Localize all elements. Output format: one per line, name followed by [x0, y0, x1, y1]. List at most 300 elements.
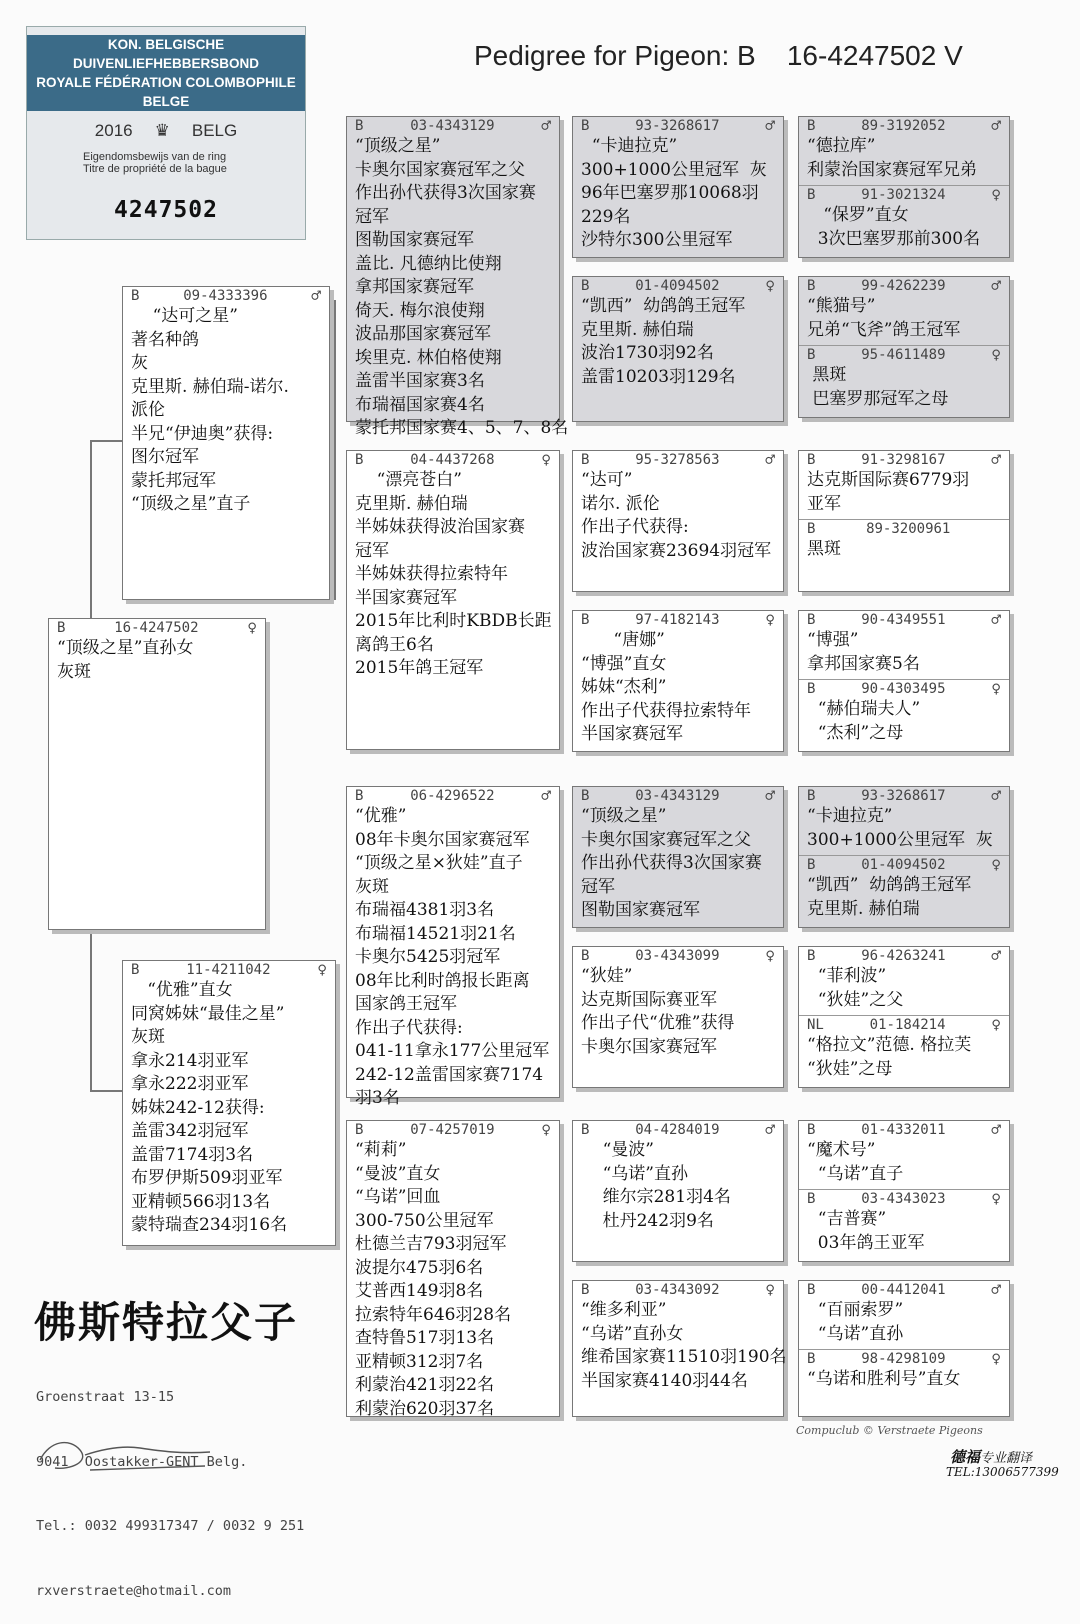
card-line: “狄娃”之母 — [807, 1058, 893, 1079]
country-code: B — [807, 278, 816, 294]
sex-symbol: ♂ — [765, 786, 775, 805]
sex-symbol: ♂ — [991, 1280, 1001, 1299]
card-header — [799, 1121, 1009, 1139]
card-line: 拿永222羽亚军 — [131, 1074, 249, 1094]
connector — [334, 300, 336, 600]
card-line: 波治1730羽92名 — [581, 343, 714, 363]
country-code: B — [131, 288, 140, 304]
ring-number: 16-4247502 — [114, 620, 199, 636]
ring-number: 04-4284019 — [635, 1122, 720, 1138]
card-line: 姊妹242-12获得: — [131, 1097, 265, 1118]
card-header — [799, 787, 1009, 805]
card-header — [123, 287, 329, 305]
country-code: B — [581, 612, 590, 628]
ring-number: 07-4257019 — [410, 1122, 495, 1138]
ancestor-dam — [799, 185, 1009, 251]
sss-card — [572, 116, 784, 258]
country-code: B — [131, 962, 140, 978]
ring-number: 01-4094502 — [861, 857, 946, 873]
page-title: Pedigree for Pigeon: B 16-4247502 V — [474, 40, 963, 71]
card-line: 03年鸽王亚军 — [807, 1232, 925, 1253]
country-code: B — [355, 118, 364, 134]
dam-card — [122, 960, 336, 1246]
ring-certificate — [26, 26, 306, 240]
card-line: 克里斯. 赫伯瑞 — [355, 493, 468, 514]
country-code: B — [355, 788, 364, 804]
connector — [90, 928, 92, 1090]
dsd-card — [572, 946, 784, 1088]
ring-number: 93-3268617 — [635, 118, 720, 134]
sex-symbol: ♂ — [991, 116, 1001, 135]
card-line: 波品那国家赛冠军 — [355, 324, 491, 344]
card-line: 卡奥尔国家赛冠军之父 — [355, 159, 525, 180]
card-line: 冠军 — [355, 206, 389, 227]
sex-symbol: ♂ — [541, 786, 551, 805]
card-line: 克里斯. 赫伯瑞 — [807, 898, 920, 919]
ring-number: 97-4182143 — [635, 612, 720, 628]
translator-line — [950, 1446, 1032, 1467]
ring-number: 06-4296522 — [410, 788, 495, 804]
card-line: 利蒙治国家赛冠军兄弟 — [807, 159, 977, 180]
ancestor-dam — [799, 519, 1009, 562]
ring-number: 91-3298167 — [861, 452, 946, 468]
card-line: 作出孙代获得3次国家赛 — [581, 853, 762, 873]
card-header — [347, 1121, 559, 1139]
card-line: 达克斯国际赛6779羽 — [807, 470, 970, 490]
ring-number: 03-4343099 — [635, 948, 720, 964]
sex-symbol: ♀ — [991, 1349, 1001, 1368]
card-line: 诺尔. 派伦 — [581, 493, 660, 514]
ring-number: 04-4437268 — [410, 452, 495, 468]
card-line: 杜德兰吉793羽冠军 — [355, 1234, 507, 1254]
card-header — [799, 947, 1009, 965]
card-line: “博强” — [807, 630, 859, 650]
card-line: 亚精顿312羽7名 — [355, 1351, 484, 1372]
card-line: 同窝姊妹“最佳之星” — [131, 1003, 285, 1024]
sire-sire-card — [346, 116, 569, 438]
dss-card — [572, 786, 784, 928]
ring-number: 91-3021324 — [861, 187, 946, 203]
ancestor-pair-card — [798, 116, 1010, 258]
card-header — [799, 856, 1009, 874]
ring-number: 99-4262239 — [861, 278, 946, 294]
ancestor-sire — [799, 611, 1009, 679]
certificate-country: BELG — [191, 121, 238, 140]
card-line: 倚天. 梅尔浪使翔 — [355, 300, 485, 321]
card-header — [799, 520, 1009, 538]
dam-dam-card — [346, 1120, 560, 1417]
ring-number: 00-4412041 — [861, 1282, 946, 1298]
ancestor-pair-card — [798, 450, 1010, 592]
card-line: 灰斑 — [57, 661, 91, 682]
card-header — [799, 277, 1009, 295]
card-line: 半国家赛冠军 — [581, 724, 683, 744]
breeder-name: 佛斯特拉父子 — [34, 1298, 299, 1347]
sex-symbol: ♀ — [765, 1280, 775, 1299]
country-code: B — [581, 118, 590, 134]
card-line: 离鸽王6名 — [355, 634, 434, 655]
card-line: “曼波” — [581, 1140, 654, 1160]
card-line: “顶级之星”直孙女 — [57, 638, 194, 658]
country-code: B — [581, 452, 590, 468]
card-line: 图勒国家赛冠军 — [581, 900, 700, 920]
card-line: “杰利”之母 — [807, 722, 904, 743]
card-line: “唐娜” — [581, 630, 665, 650]
country-code: B — [807, 857, 816, 873]
card-line: 羽3名 — [355, 1088, 400, 1108]
sex-symbol: ♀ — [247, 618, 257, 637]
card-line: 半国家赛冠军 — [355, 587, 457, 608]
card-line: “乌诺”回血 — [355, 1187, 441, 1207]
country-code: B — [807, 681, 816, 697]
card-line: “赫伯瑞夫人” — [807, 699, 921, 719]
country-code: B — [57, 620, 66, 636]
org-line-1: KON. BELGISCHE DUIVENLIEFHEBBERSBOND — [27, 35, 305, 73]
card-header — [49, 619, 265, 637]
card-line: 300-750公里冠军 — [355, 1210, 494, 1231]
connector — [90, 440, 92, 618]
sex-symbol: ♀ — [991, 679, 1001, 698]
card-line: “乌诺”直孙 — [807, 1323, 904, 1344]
sex-symbol: ♂ — [991, 946, 1001, 965]
dam-sire-card — [346, 786, 560, 1108]
card-line: 布罗伊斯509羽亚军 — [131, 1168, 283, 1188]
ring-number: 01-4094502 — [635, 278, 720, 294]
card-line: 图勒国家赛冠军 — [355, 230, 474, 250]
card-header — [799, 186, 1009, 204]
card-line: 300+1000公里冠军 灰 — [581, 159, 767, 180]
translator-name: 德福 — [950, 1448, 981, 1466]
card-line: 达克斯国际赛亚军 — [581, 989, 717, 1010]
card-line: “菲利波” — [807, 966, 887, 986]
card-header — [799, 680, 1009, 698]
ancestor-dam — [799, 855, 1009, 921]
sex-symbol: ♂ — [765, 450, 775, 469]
ancestor-pair-card — [798, 1120, 1010, 1262]
card-line: 盖雷10203羽129名 — [581, 366, 736, 387]
country-code: B — [807, 1191, 816, 1207]
card-header — [799, 1281, 1009, 1299]
card-line: 冠军 — [355, 540, 389, 561]
ring-number: 93-3268617 — [861, 788, 946, 804]
sex-symbol: ♀ — [991, 855, 1001, 874]
card-line: “狄娃”之父 — [807, 989, 904, 1010]
sex-symbol: ♀ — [991, 1015, 1001, 1034]
card-line: 国家鸽王冠军 — [355, 994, 457, 1014]
ring-number: 95-4611489 — [861, 347, 946, 363]
card-line: 2015年鸽王冠军 — [355, 658, 484, 678]
ancestor-pair-card — [798, 610, 1010, 752]
card-header — [347, 787, 559, 805]
card-line: 盖比. 凡德纳比使翔 — [355, 253, 502, 274]
translator-suffix: 专业翻译 — [980, 1451, 1033, 1466]
card-line: “维多利亚” — [581, 1300, 667, 1320]
sex-symbol: ♀ — [991, 185, 1001, 204]
sex-symbol: ♂ — [991, 1120, 1001, 1139]
card-line: 盖雷7174羽3名 — [131, 1144, 254, 1165]
card-line: “博强”直女 — [581, 653, 667, 674]
card-line: “顶级之星” — [581, 806, 667, 826]
card-line: “达可” — [581, 470, 633, 490]
card-line: 作出子代获得: — [581, 517, 689, 537]
country-code: B — [807, 612, 816, 628]
ancestor-sire — [799, 451, 1009, 519]
card-line: 派伦 — [131, 400, 165, 420]
country-code: B — [807, 1282, 816, 1298]
ancestor-pair-card — [798, 276, 1010, 418]
signature-icon — [30, 1430, 220, 1478]
card-line: 巴塞罗那冠军之母 — [807, 388, 949, 409]
country-code: B — [581, 1122, 590, 1138]
card-line: 维尔宗281羽4名 — [581, 1187, 731, 1207]
ancestor-dam — [799, 345, 1009, 411]
crown-icon: ♛ — [154, 121, 170, 140]
card-header — [573, 117, 783, 135]
card-line: 拿邦国家赛5名 — [807, 653, 920, 674]
sex-symbol: ♂ — [991, 450, 1001, 469]
card-line: 盖雷342羽冠军 — [131, 1121, 249, 1141]
card-line: “保罗”直女 — [807, 205, 909, 225]
country-code: B — [581, 948, 590, 964]
ancestor-sire — [799, 1281, 1009, 1349]
card-header — [573, 277, 783, 295]
sex-symbol: ♀ — [765, 276, 775, 295]
card-line: “德拉库” — [807, 136, 876, 156]
card-line: 利蒙治421羽22名 — [355, 1375, 495, 1395]
card-line: 3次巴塞罗那前300名 — [807, 228, 981, 249]
card-line: 229名 — [581, 206, 631, 227]
card-line: 拿永214羽亚军 — [131, 1050, 249, 1071]
card-line: 杜丹242羽9名 — [581, 1210, 714, 1231]
translator-tel: TEL:13006577399 — [946, 1465, 1059, 1479]
ring-number: 01-4332011 — [861, 1122, 946, 1138]
breeder-email: rxverstraete@hotmail.com — [36, 1582, 232, 1599]
card-line: 作出子代“优雅”获得 — [581, 1013, 735, 1033]
ring-number: 03-4343129 — [635, 788, 720, 804]
doc-line-2: Titre de propriété de la bague — [83, 163, 227, 175]
compuclub-credit: Compuclub © Verstraete Pigeons — [796, 1424, 983, 1437]
doc-line-1: Eigendomsbewijs van de ring — [83, 151, 227, 163]
sex-symbol: ♂ — [991, 610, 1001, 629]
card-line: 08年比利时鸽报长距离 — [355, 970, 530, 991]
sex-symbol: ♂ — [765, 116, 775, 135]
card-header — [799, 1190, 1009, 1208]
ancestor-sire — [799, 787, 1009, 855]
sex-symbol: ♂ — [541, 116, 551, 135]
ddd-card — [572, 1280, 787, 1417]
certificate-year: 2016 — [94, 121, 133, 140]
country-code: B — [581, 788, 590, 804]
ancestor-pair-card — [798, 786, 1010, 928]
sex-symbol: ♂ — [991, 276, 1001, 295]
ancestor-pair-card — [798, 1280, 1010, 1417]
card-header — [799, 451, 1009, 469]
card-line: 兄弟“飞斧”鸽王冠军 — [807, 319, 961, 340]
card-header — [123, 961, 335, 979]
card-line: 图尔冠军 — [131, 447, 199, 467]
card-line: “达可之星” — [131, 306, 238, 326]
country-code: NL — [807, 1017, 824, 1033]
card-line: “乌诺和胜利号”直女 — [807, 1369, 961, 1389]
ring-number: 01-184214 — [869, 1017, 946, 1033]
card-line: 波提尔475羽6名 — [355, 1257, 484, 1278]
card-line: 96年巴塞罗那10068羽 — [581, 183, 759, 203]
sex-symbol: ♂ — [311, 286, 321, 305]
card-line: 克里斯. 赫伯瑞 — [581, 319, 694, 340]
ring-number: 03-4343092 — [635, 1282, 720, 1298]
card-line: “顶级之星” — [355, 136, 441, 156]
card-line: 拿邦国家赛冠军 — [355, 277, 474, 297]
card-line: “顶级之星×狄娃”直子 — [355, 853, 523, 873]
card-header — [799, 1350, 1009, 1368]
card-line: 蒙托邦冠军 — [131, 470, 216, 491]
sex-symbol: ♀ — [991, 345, 1001, 364]
card-line: 蒙特瑞查234羽16名 — [131, 1215, 288, 1235]
country-code: B — [807, 452, 816, 468]
card-line: “优雅”直女 — [131, 980, 233, 1000]
card-header — [799, 346, 1009, 364]
ring-number: 03-4343129 — [410, 118, 495, 134]
subject-pigeon-card — [48, 618, 266, 930]
ring-number: 96-4263241 — [861, 948, 946, 964]
card-line: 布瑞福14521羽21名 — [355, 923, 516, 944]
card-line: “优雅” — [355, 806, 407, 826]
card-line: 维希国家赛11510羽190名 — [581, 1347, 787, 1367]
card-line: “魔术号” — [807, 1140, 876, 1160]
card-line: “卡迪拉克” — [807, 806, 893, 826]
card-line: 波治国家赛23694羽冠军 — [581, 540, 772, 561]
country-code: B — [807, 347, 816, 363]
sex-symbol: ♂ — [765, 1120, 775, 1139]
sex-symbol: ♀ — [991, 1189, 1001, 1208]
card-line: 布瑞福国家赛4名 — [355, 394, 485, 415]
sex-symbol: ♀ — [541, 1120, 551, 1139]
connector — [90, 440, 122, 442]
card-line: “乌诺”直孙 — [581, 1163, 688, 1184]
ring-number: 90-4349551 — [861, 612, 946, 628]
sire-dam-card — [346, 450, 560, 750]
card-line: 蒙托邦国家赛4、5、7、8名 — [355, 418, 569, 438]
card-line: 300+1000公里冠军 灰 — [807, 829, 993, 850]
card-line: 半兄“伊迪奥”获得: — [131, 423, 274, 444]
card-line: 亚精顿566羽13名 — [131, 1191, 271, 1212]
ring-number: 03-4343023 — [861, 1191, 946, 1207]
ring-number: 89-3200961 — [866, 521, 951, 537]
card-line: “乌诺”直子 — [807, 1163, 904, 1184]
country-code: B — [807, 521, 816, 537]
card-line: 亚军 — [807, 493, 841, 514]
ancestor-sire — [799, 947, 1009, 1015]
card-line: “漂亮苍白” — [355, 470, 462, 490]
ring-number: 98-4298109 — [861, 1351, 946, 1367]
card-line: 著名种鸽 — [131, 329, 199, 350]
card-line: “格拉文”范德. 格拉芙 — [807, 1035, 972, 1055]
card-line: 242-12盖雷国家赛7174 — [355, 1064, 544, 1085]
card-line: 作出孙代获得3次国家赛 — [355, 183, 536, 203]
card-line: 卡奥尔5425羽冠军 — [355, 947, 501, 967]
card-line: 埃里克. 林伯格使翔 — [355, 347, 502, 368]
card-line: “狄娃” — [581, 966, 633, 986]
card-line: “曼波”直女 — [355, 1163, 441, 1184]
card-line: 利蒙治620羽37名 — [355, 1398, 495, 1419]
card-line: “乌诺”直孙女 — [581, 1323, 684, 1344]
card-line: 2015年比利时KBDB长距 — [355, 611, 552, 631]
ring-number: 90-4303495 — [861, 681, 946, 697]
card-line: 冠军 — [581, 876, 615, 897]
card-line: 查特鲁517羽13名 — [355, 1328, 495, 1348]
card-header — [573, 611, 783, 629]
card-header — [573, 787, 783, 805]
card-line: 作出子代获得拉索特年 — [581, 700, 751, 721]
card-line: “熊猫号” — [807, 296, 876, 316]
card-line: “顶级之星”直子 — [131, 494, 251, 514]
country-code: B — [807, 948, 816, 964]
card-header — [573, 947, 783, 965]
breeder-city: 9041 Oostakker-GENT Belg. — [36, 1453, 248, 1470]
breeder-address — [36, 1344, 304, 1624]
card-line: “吉普赛” — [807, 1209, 887, 1229]
card-header — [573, 1121, 783, 1139]
card-header — [799, 117, 1009, 135]
country-code: B — [807, 187, 816, 203]
certificate-year-row — [27, 121, 305, 141]
sire-card — [122, 286, 330, 600]
card-line: “卡迪拉克” — [581, 136, 678, 156]
ring-number: 89-3192052 — [861, 118, 946, 134]
sdd-card — [572, 610, 784, 752]
breeder-street: Groenstraat 13-15 — [36, 1389, 175, 1405]
sds-card — [572, 450, 784, 592]
org-line-2: ROYALE FÉDÉRATION COLOMBOPHILE BELGE — [27, 73, 305, 111]
card-line: 作出子代获得: — [355, 1017, 463, 1038]
card-line: “莉莉” — [355, 1140, 407, 1160]
ssd-card — [572, 276, 784, 422]
ancestor-dam — [799, 1189, 1009, 1255]
connector — [90, 1090, 122, 1092]
sex-symbol: ♀ — [317, 960, 327, 979]
country-code: B — [581, 1282, 590, 1298]
country-code: B — [355, 1122, 364, 1138]
ancestor-sire — [799, 277, 1009, 345]
card-line: 布瑞福4381羽3名 — [355, 900, 495, 920]
card-line: 半国家赛4140羽44名 — [581, 1370, 748, 1391]
card-line: “百丽索罗” — [807, 1300, 904, 1320]
sex-symbol: ♀ — [765, 610, 775, 629]
sex-symbol: ♀ — [765, 946, 775, 965]
card-line: 姊妹“杰利” — [581, 677, 667, 697]
card-line: 克里斯. 赫伯瑞-诺尔. — [131, 376, 289, 397]
card-line: 08年卡奥尔国家赛冠军 — [355, 829, 530, 850]
card-line: 盖雷半国家赛3名 — [355, 371, 485, 391]
card-line: 041-11拿永177公里冠军 — [355, 1041, 550, 1061]
card-header — [347, 451, 559, 469]
ancestor-pair-card — [798, 946, 1010, 1088]
card-line: 灰 — [131, 353, 148, 373]
card-line: 黑斑 — [807, 365, 847, 385]
ring-number: 09-4333396 — [183, 288, 268, 304]
card-header — [573, 451, 783, 469]
ring-number: 11-4211042 — [186, 962, 271, 978]
card-header — [347, 117, 559, 135]
country-code: B — [581, 278, 590, 294]
card-header — [799, 611, 1009, 629]
dds-card — [572, 1120, 784, 1262]
ancestor-sire — [799, 117, 1009, 185]
ancestor-dam — [799, 1349, 1009, 1392]
card-line: 灰斑 — [131, 1027, 165, 1047]
country-code: B — [807, 1122, 816, 1138]
country-code: B — [807, 118, 816, 134]
